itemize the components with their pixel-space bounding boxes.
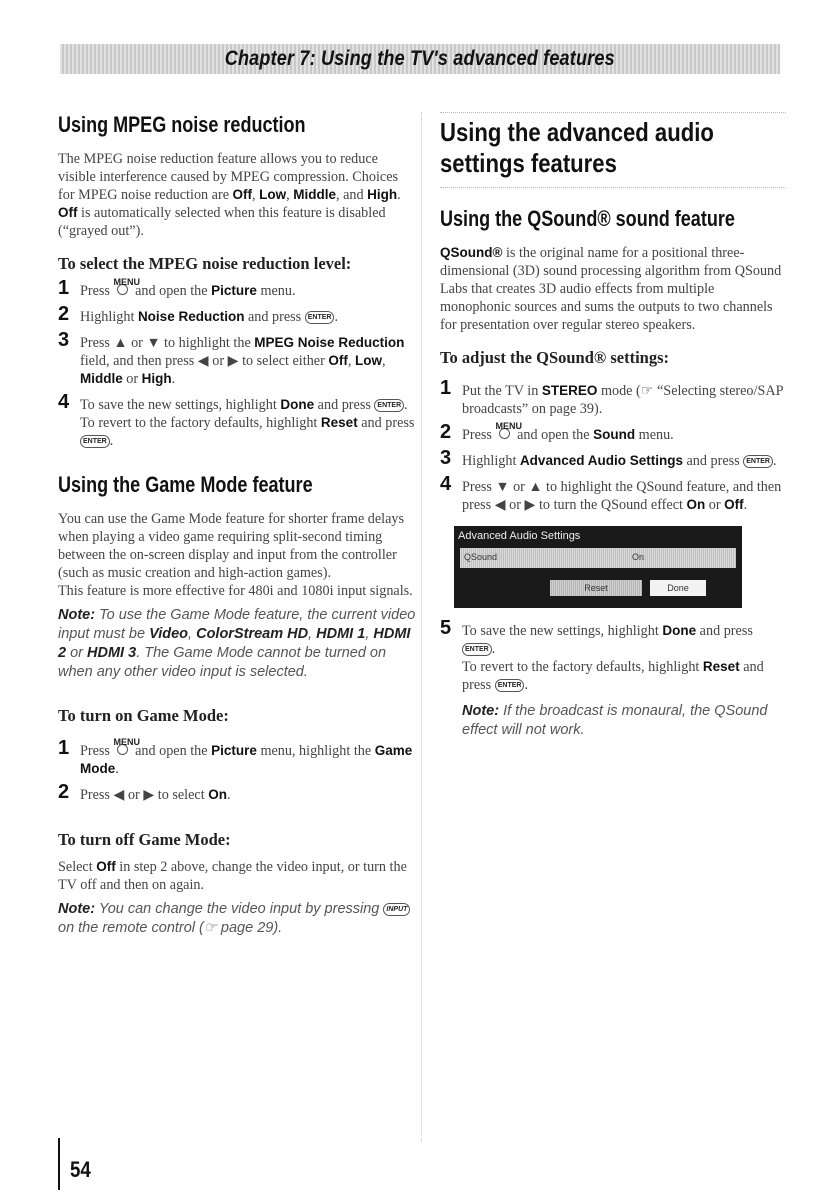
mpeg-step-3: 3 Press ▲ or ▼ to highlight the MPEG Noise Reduction field, and then press ◀ or ▶ to select either Off, Low, Middle or High. — [58, 329, 405, 387]
qsound-procedure-heading: To adjust the QSound® settings: — [440, 348, 670, 367]
menu-button-icon: MENU — [114, 282, 132, 300]
audio-heading-box — [440, 112, 786, 188]
enter-button-icon: ENTER — [743, 455, 773, 468]
qsound-step-4: 4 Press ▼ or ▲ to highlight the QSound feature, and then press ◀ or ▶ to turn the QSound effect On or Off. — [440, 473, 782, 513]
mpeg-heading: Using MPEG noise reduction — [58, 112, 306, 137]
enter-button-icon: ENTER — [305, 311, 335, 324]
game-note: Note: To use the Game Mode feature, the current video input must be Video, ColorStream HD, HDMI 1, HDMI 2 or HDMI 3. The Game Mode cannot be turned on when any other video input is selected. — [58, 607, 416, 680]
qsound-row — [460, 548, 736, 568]
qsound-row-value: On — [632, 552, 645, 562]
game-para-1: You can use the Game Mode feature for shorter frame delays when playing a video game requiring split-second timing between the on-screen display and input from the controller (such as music creation and high-action games). — [58, 511, 405, 581]
game-heading: Using the Game Mode feature — [58, 472, 313, 497]
audio-heading: Using the advanced audio settings features — [440, 117, 714, 178]
qsound-row-label: QSound — [464, 552, 498, 562]
enter-button-icon: ENTER — [462, 643, 492, 656]
game-off-text: Select Off in step 2 above, change the video input, or turn the TV off and then on again. — [58, 859, 407, 893]
enter-button-icon: ENTER — [374, 399, 404, 412]
menu-button-icon: MENU — [114, 742, 132, 760]
menu-button-icon: MENU — [496, 426, 514, 444]
mpeg-step-2: 2 Highlight Noise Reduction and press ENTER . — [58, 303, 339, 325]
mpeg-step-1: 1 Press MENU and open the Picture menu. — [58, 277, 296, 299]
game-para-2: This feature is more effective for 480i and 1080i input signals. — [58, 583, 413, 599]
mpeg-step-4: 4 To save the new settings, highlight Done and press ENTER . To revert to the factory defaults, highlight Reset and press ENTER . — [58, 391, 415, 449]
qsound-step-2: 2 Press MENU and open the Sound menu. — [440, 421, 674, 443]
left-column — [58, 112, 418, 938]
screen-title: Advanced Audio Settings — [458, 530, 581, 542]
mpeg-procedure-heading: To select the MPEG noise reduction level: — [58, 254, 352, 273]
advanced-audio-settings-screen — [454, 526, 742, 608]
qsound-intro: QSound® is the original name for a positional three-dimensional (3D) sound processing algorithm from QSound Labs that creates 3D audio effects from multiple monophonic sources and sums the outputs to two channels for presentation over regular stereo speakers. — [440, 245, 782, 333]
game-on-step-2: 2 Press ◀ or ▶ to select On. — [58, 781, 231, 803]
qsound-note: Note: If the broadcast is monaural, the QSound effect will not work. — [462, 703, 768, 738]
right-column — [440, 112, 786, 740]
qsound-step-3: 3 Highlight Advanced Audio Settings and press ENTER . — [440, 447, 777, 469]
input-button-icon: INPUT — [383, 903, 410, 916]
game-on-heading: To turn on Game Mode: — [58, 706, 229, 725]
enter-button-icon: ENTER — [495, 679, 525, 692]
game-note-2: Note: You can change the video input by pressing INPUT on the remote control (☞ page 29). — [58, 900, 418, 938]
screen-done-button: Done — [650, 580, 706, 596]
game-on-step-1: 1 Press MENU and open the Picture menu, highlight the Game Mode. — [58, 737, 413, 777]
qsound-step-1: 1 Put the TV in STEREO mode (☞ “Selecting stereo/SAP broadcasts” on page 39). — [440, 377, 783, 417]
mpeg-intro: The MPEG noise reduction feature allows you to reduce visible interference caused by MPEG compression. Choices for MPEG noise reduction are Off, Low, Middle, and High. Off is automatically selected when this feature is disabled (“grayed out”). — [58, 151, 401, 239]
qsound-heading: Using the QSound® sound feature — [440, 206, 735, 231]
chapter-banner — [60, 44, 780, 74]
column-divider — [421, 112, 422, 1142]
game-off-heading: To turn off Game Mode: — [58, 830, 231, 849]
page-number: 54 — [58, 1138, 94, 1190]
qsound-step-5: 5 To save the new settings, highlight Done and press ENTER . To revert to the factory defaults, highlight Reset and press ENTER . — [440, 617, 764, 693]
enter-button-icon: ENTER — [80, 435, 110, 448]
chapter-title: Chapter 7: Using the TV's advanced features — [224, 47, 616, 70]
screen-reset-button: Reset — [550, 580, 642, 596]
